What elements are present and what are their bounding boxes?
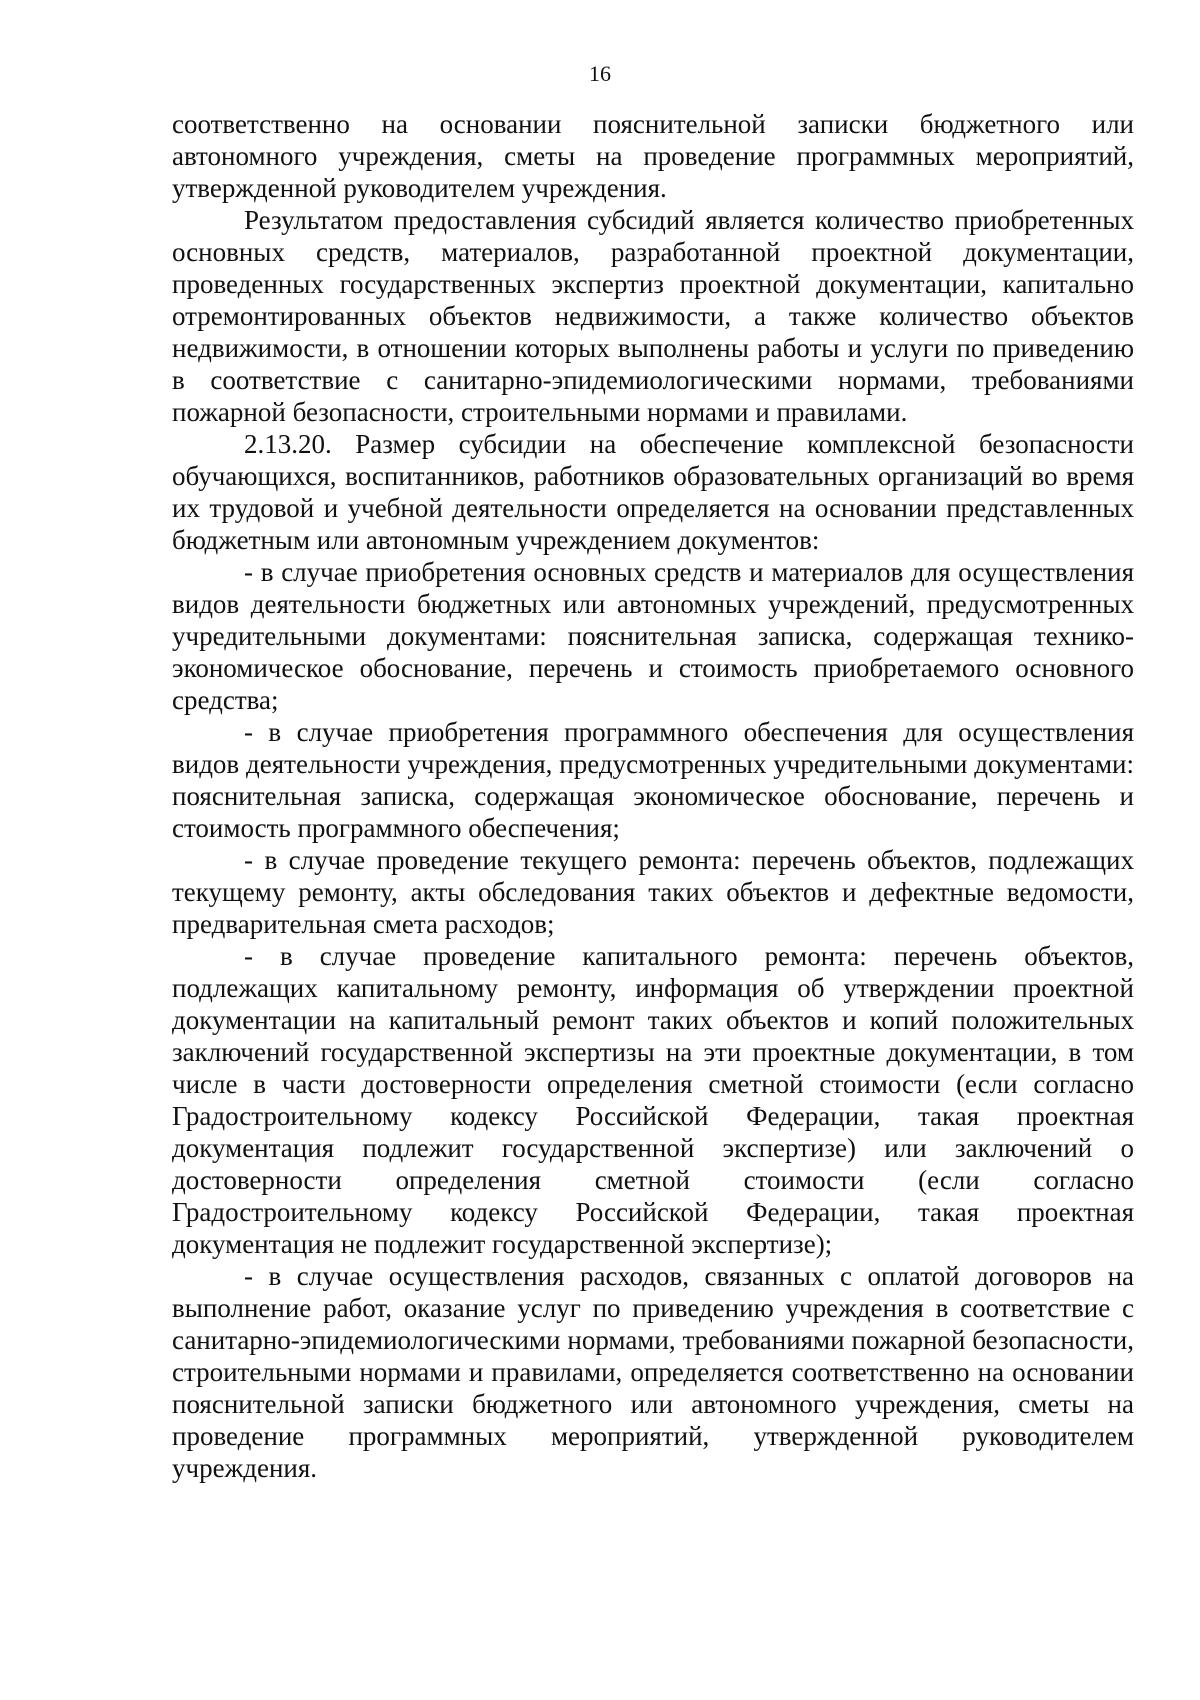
paragraph-continuation: соответственно на основании пояснительной записки бюджетного или автономного учреждения, сметы на проведение программных мероприятий, утвержденной руководителем учреждения. <box>172 109 1134 203</box>
paragraph-2-13-20: 2.13.20. Размер субсидии на обеспечение комплексной безопасности обучающихся, воспитанников, работников образовательных организаций во время их трудовой и учебной деятельности определяется на основании представленных бюджетным или автономным учреждением документов: <box>172 429 1134 555</box>
list-item-capital-repair: - в случае проведение капитального ремонта: перечень объектов, подлежащих капитальному ремонту, информация об утверждении проектной документации на капитальный ремонт таких объектов и копий положительных заключений государственной экспертизы на эти проектные документации, в том числе в части достоверности определения сметной стоимости (если согласно Градостроительному кодексу Российской Федерации, такая проектная документация подлежит государственной экспертизе) или заключений о достоверности определения сметной стоимости (если согласно Градостроительному кодексу Российской Федерации, такая проектная документация не подлежит государственной экспертизе); <box>172 941 1134 1259</box>
document-body <box>172 108 1134 1484</box>
list-item-fixed-assets: - в случае приобретения основных средств и материалов для осуществления видов деятельности бюджетных или автономных учреждений, предусмотренных учредительными документами: пояснительная записка, содержащая технико-экономическое обоснование, перечень и стоимость приобретаемого основного средства; <box>172 557 1134 715</box>
list-item-current-repair: - в случае проведение текущего ремонта: перечень объектов, подлежащих текущему ремонту, акты обследования таких объектов и дефектные ведомости, предварительная смета расходов; <box>172 845 1134 939</box>
paragraph-result: Результатом предоставления субсидий является количество приобретенных основных средств, материалов, разработанной проектной документации, проведенных государственных экспертиз проектной документации, капитально отремонтированных объектов недвижимости, а также количество объектов недвижимости, в отношении которых выполнены работы и услуги по приведению в соответствие с санитарно-эпидемиологическими нормами, требованиями пожарной безопасности, строительными нормами и правилами. <box>172 205 1134 427</box>
list-item-compliance-works: - в случае осуществления расходов, связанных с оплатой договоров на выполнение работ, оказание услуг по приведению учреждения в соответствие с санитарно-эпидемиологическими нормами, требованиями пожарной безопасности, строительными нормами и правилами, определяется соответственно на основании пояснительной записки бюджетного или автономного учреждения, сметы на проведение программных мероприятий, утвержденной руководителем учреждения. <box>172 1261 1134 1483</box>
page-number: 16 <box>589 61 611 86</box>
list-item-software: - в случае приобретения программного обеспечения для осуществления видов деятельности учреждения, предусмотренных учредительными документами: пояснительная записка, содержащая экономическое обоснование, перечень и стоимость программного обеспечения; <box>172 717 1134 843</box>
